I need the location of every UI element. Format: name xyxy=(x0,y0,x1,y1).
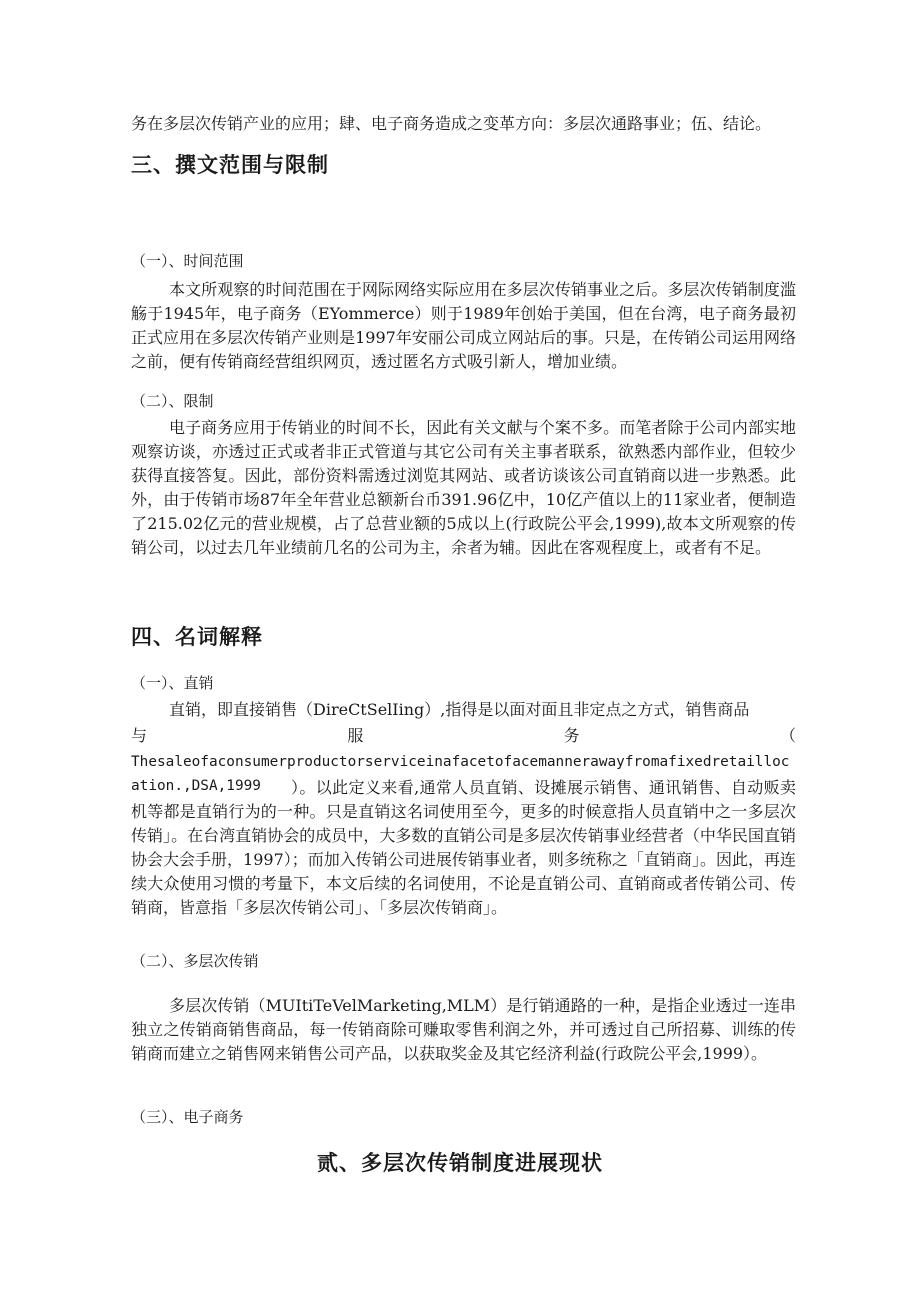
spread-word-1: 与 xyxy=(131,726,148,745)
section-3-heading: 三、撰文范围与限制 xyxy=(131,152,329,177)
section-3-sub-2-title: （二）、限制 xyxy=(131,392,214,410)
section-4-sub-1-text: ）。以此定义来看,通常人员直销、设摊展示销售、通讯销售、自动贩卖机等都是直销行为的一种。只是直销这名词使用至今，更多的时候意指人员直销中之一多层次传销」。在台湾直销协会的成员中，大多数的直销公司是多层次传销事业经营者（中华民国直销协会大会手册，1997）；而加入传销公司进展传销事业者，则多统称之「直销商」。因此，再连续大众使用习惯的考量下，本文后续的名词使用，不论是直销公司、直销商或者传销公司、传销商，皆意指「多层次传销公司」、「多层次传销商」。 xyxy=(131,778,796,917)
section-3-sub-1-text: 本文所观察的时间范围在于网际网络实际应用在多层次传销事业之后。多层次传销制度滥觞于1945年，电子商务（EYommerce）则于1989年创始于美国，但在台湾，电子商务最初正式应用在多层次传销产业则是1997年安丽公司成立网站后的事。只是，在传销公司运用网络之前，便有传销商经营组织网页，透过匿名方式吸引新人，增加业绩。 xyxy=(131,280,796,371)
section-4-sub-2-text: 多层次传销（MUItiTeVelMarketing,MLM）是行销通路的一种，是指企业透过一连串独立之传销商销售商品，每一传销商除可赚取零售利润之外，并可透过自己所招募、训练的传销商而建立之销售网来销售公司产品，以获取奖金及其它经济利益(行政院公平会,1999）。 xyxy=(131,996,796,1063)
spread-word-4: （ xyxy=(779,726,796,745)
chapter-2-heading: 贰、多层次传销制度进展现状 xyxy=(317,1150,603,1175)
section-3-sub-2-text: 电子商务应用于传销业的时间不长，因此有关文献与个案不多。而笔者除于公司内部实地观察访谈，亦透过正式或者非正式管道与其它公司有关主事者联系，欲熟悉内部作业，但较少获得直接答复。因此，部份资料需透过浏览其网站、或者访谈该公司直销商以进一步熟悉。此外，由于传销市场87年全年营业总额新台币391.96亿中，10亿产值以上的11家业者，便制造了215.02亿元的营业规模，占了总营业额的5成以上(行政院公平会,1999),故本文所观察的传销公司，以过去几年业绩前几名的公司为主，余者为辅。因此在客观程度上，或者有不足。 xyxy=(131,418,796,557)
section-4-heading: 四、名词解释 xyxy=(131,624,263,649)
spread-word-3: 务 xyxy=(563,726,580,745)
section-4-sub-3-title: （三）、电子商务 xyxy=(131,1108,244,1126)
section-4-sub-1-title: （一）、直销 xyxy=(131,674,214,692)
section-4-sub-2-title: （二）、多层次传销 xyxy=(131,952,259,970)
section-4-sub-1-spread-line xyxy=(131,724,796,748)
section-4-sub-1-english-definition: Thesaleofaconsumerproductorserviceinafacetofacemannerawayfromafixedretaillocation.,DSA,1999 xyxy=(131,754,790,794)
lead-line: 务在多层次传销产业的应用；肆、电子商务造成之变革方向：多层次通路事业；伍、结论。 xyxy=(131,114,772,133)
spread-word-2: 服 xyxy=(347,726,364,745)
section-3-sub-1-title: （一）、时间范围 xyxy=(131,252,244,270)
section-4-sub-1-line-1: 直销，即直接销售（DireCtSelIing）,指得是以面对面且非定点之方式，销售商品 xyxy=(169,700,750,719)
